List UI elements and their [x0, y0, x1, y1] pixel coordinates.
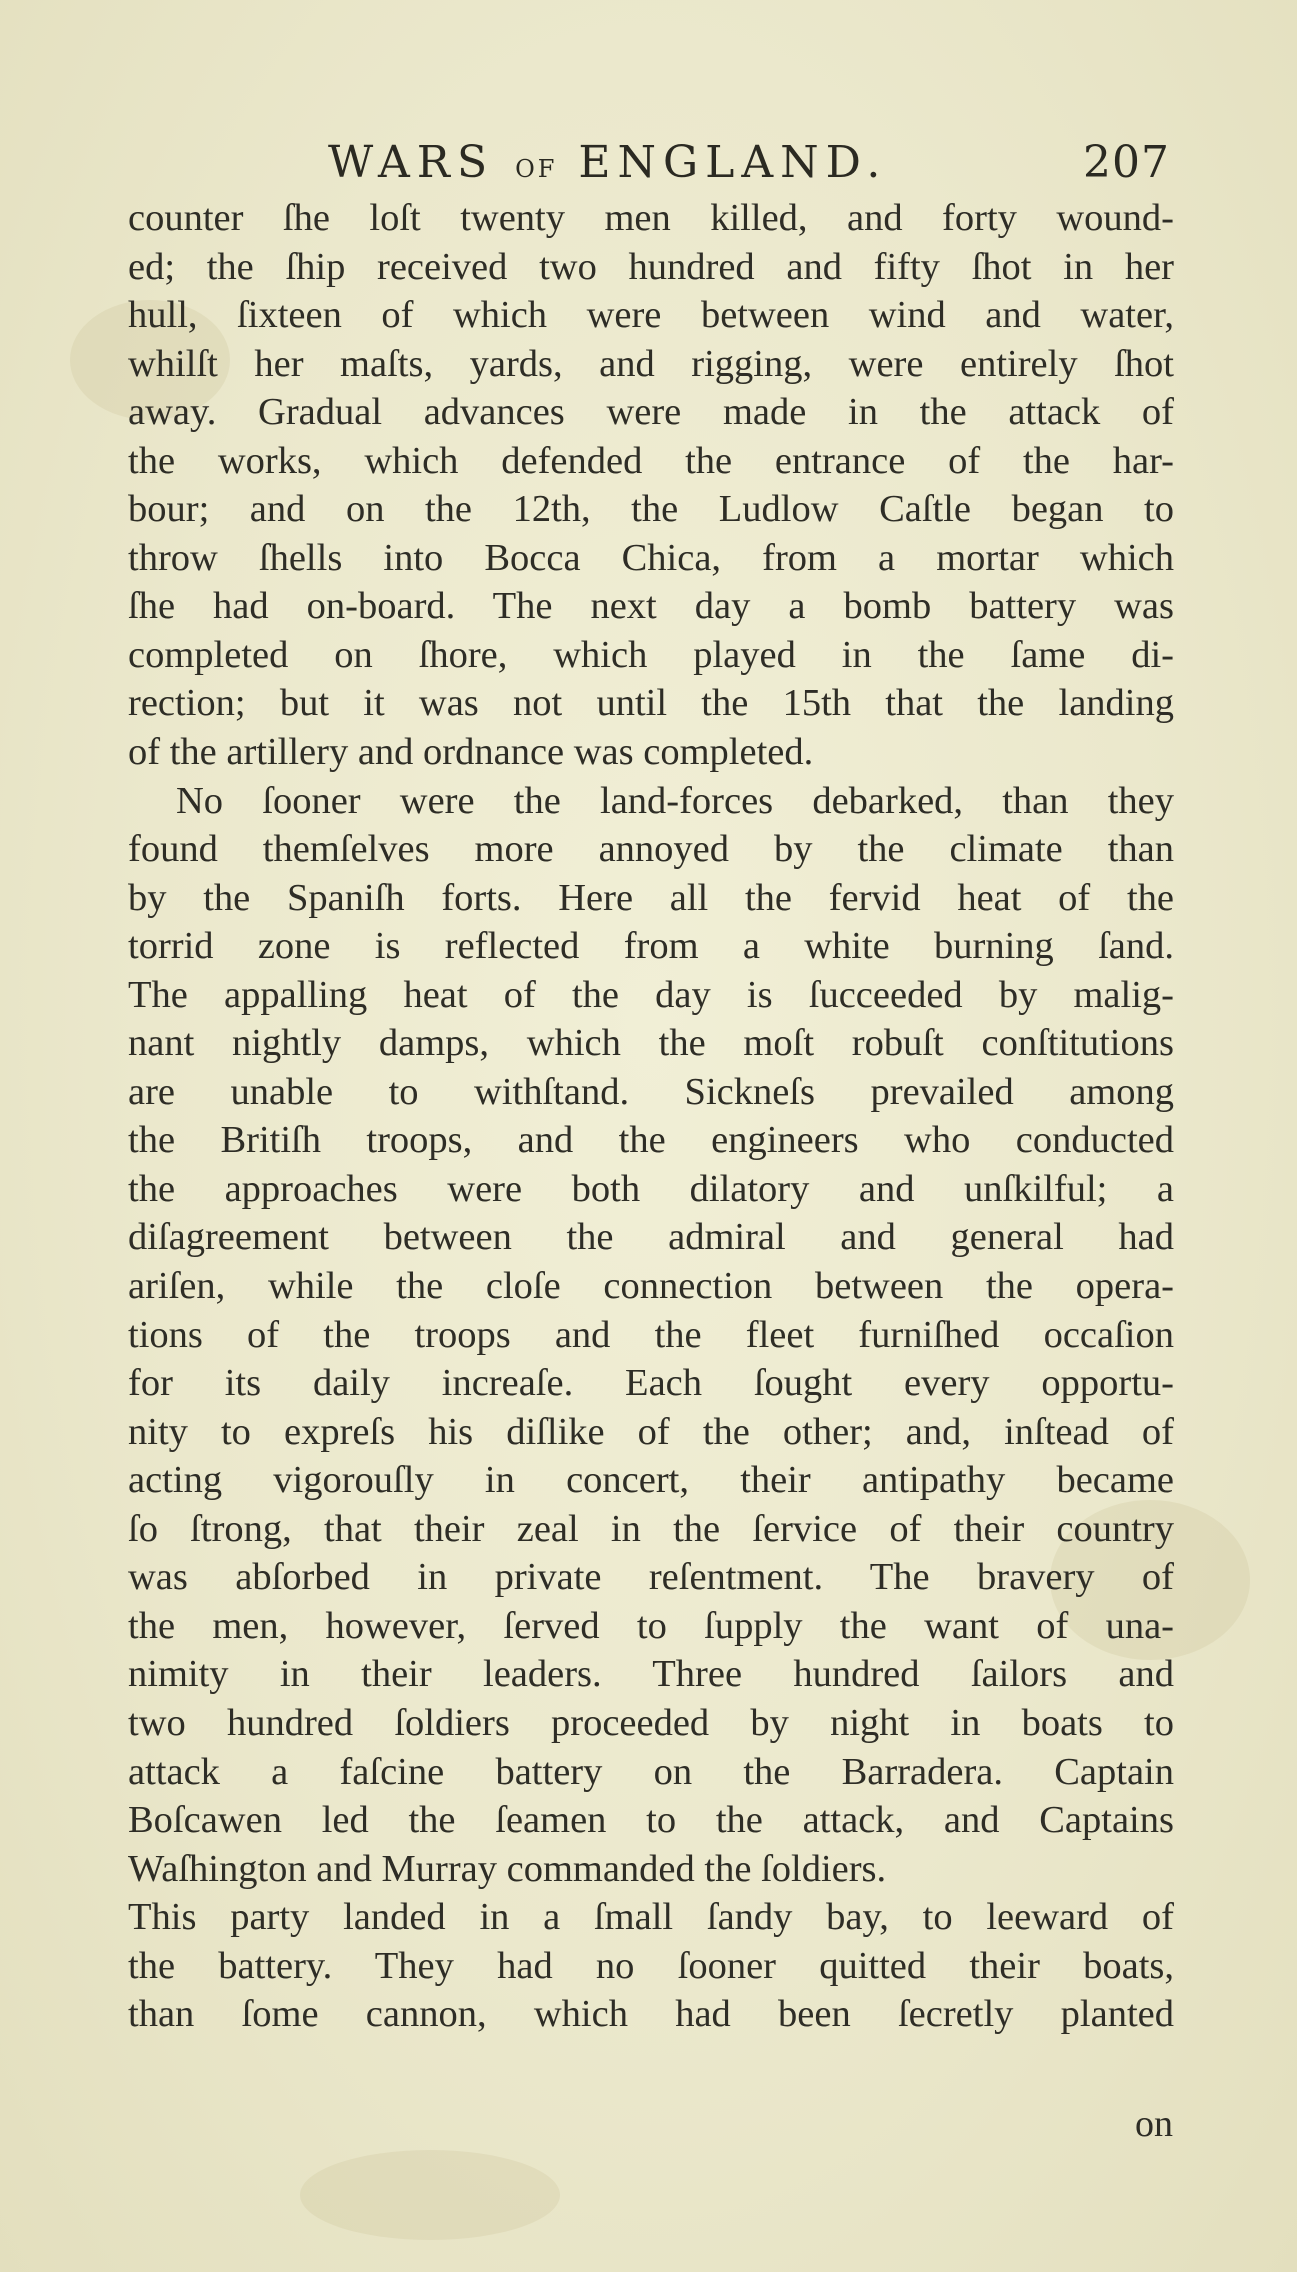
text-line: was abſorbed in private reſentment. The bravery of — [128, 1556, 1174, 1599]
page-header — [130, 128, 1170, 198]
text-line: of the artillery and ordnance was completed. — [128, 731, 814, 774]
text-line: completed on ſhore, which played in the ſame di- — [128, 633, 1174, 676]
text-line: tions of the troops and the fleet furniſhed occaſion — [128, 1313, 1174, 1356]
text-line: No ſooner were the land-forces debarked, than they — [176, 779, 1174, 822]
text-line: the works, which defended the entrance of the har- — [128, 439, 1174, 482]
text-line: whilſt her maſts, yards, and rigging, were entirely ſhot — [128, 342, 1174, 385]
text-line: nimity in their leaders. Three hundred ſailors and — [128, 1653, 1174, 1696]
text-line: Boſcawen led the ſeamen to the attack, and Captains — [128, 1799, 1174, 1842]
text-line: the battery. They had no ſooner quitted their boats, — [128, 1944, 1174, 1987]
body-text — [128, 194, 1174, 2039]
text-line: found themſelves more annoyed by the climate than — [128, 828, 1174, 871]
text-line: counter ſhe loſt twenty men killed, and forty wound- — [128, 197, 1174, 239]
text-line: attack a faſcine battery on the Barradera. Captain — [128, 1750, 1174, 1793]
text-line: torrid zone is reflected from a white burning ſand. — [128, 925, 1174, 968]
text-line: ſhe had on-board. The next day a bomb battery was — [128, 585, 1174, 628]
text-line: away. Gradual advances were made in the attack of — [128, 391, 1174, 434]
text-line: than ſome cannon, which had been ſecretly planted — [128, 1993, 1174, 2036]
text-line: hull, ſixteen of which were between wind and water, — [128, 294, 1174, 337]
text-line: The appalling heat of the day is ſucceeded by malig- — [128, 973, 1174, 1016]
text-line: ed; the ſhip received two hundred and fifty ſhot in her — [128, 245, 1174, 288]
running-title-part2: ENGLAND. — [557, 137, 888, 188]
text-line: nity to expreſs his diſlike of the other; and, inſtead of — [128, 1410, 1174, 1453]
text-line: diſagreement between the admiral and general had — [128, 1216, 1174, 1259]
text-line: are unable to withſtand. Sickneſs prevailed among — [128, 1070, 1174, 1113]
text-line: This party landed in a ſmall ſandy bay, to leeward of — [128, 1896, 1174, 1939]
text-line: for its daily increaſe. Each ſought every opportu- — [128, 1362, 1174, 1405]
running-title — [328, 128, 887, 204]
text-line: throw ſhells into Bocca Chica, from a mortar which — [128, 536, 1174, 579]
text-line: ſo ſtrong, that their zeal in the ſervice of their country — [128, 1507, 1174, 1550]
running-title-part1: WARS — [328, 137, 516, 188]
text-line: the approaches were both dilatory and unſkilful; a — [128, 1167, 1174, 1210]
text-line: the men, however, ſerved to ſupply the want of una- — [128, 1604, 1174, 1647]
text-line: nant nightly damps, which the moſt robuſt conſtitutions — [128, 1022, 1174, 1065]
text-line: ariſen, while the cloſe connection between the opera- — [128, 1265, 1174, 1308]
text-line: rection; but it was not until the 15th that the landing — [128, 682, 1174, 725]
text-line: bour; and on the 12th, the Ludlow Caſtle began to — [128, 488, 1174, 531]
catchword: on — [1135, 2103, 1173, 2145]
text-line: acting vigorouſly in concert, their antipathy became — [128, 1459, 1174, 1502]
text-line: by the Spaniſh forts. Here all the fervid heat of the — [128, 876, 1174, 919]
text-line: the Britiſh troops, and the engineers who conducted — [128, 1119, 1174, 1162]
page-number: 207 — [1083, 137, 1170, 188]
text-line: Waſhington and Murray commanded the ſoldiers. — [128, 1847, 887, 1890]
text-line: two hundred ſoldiers proceeded by night in boats to — [128, 1701, 1174, 1744]
paper-stain — [300, 2150, 560, 2240]
running-title-of: OF — [515, 155, 558, 183]
